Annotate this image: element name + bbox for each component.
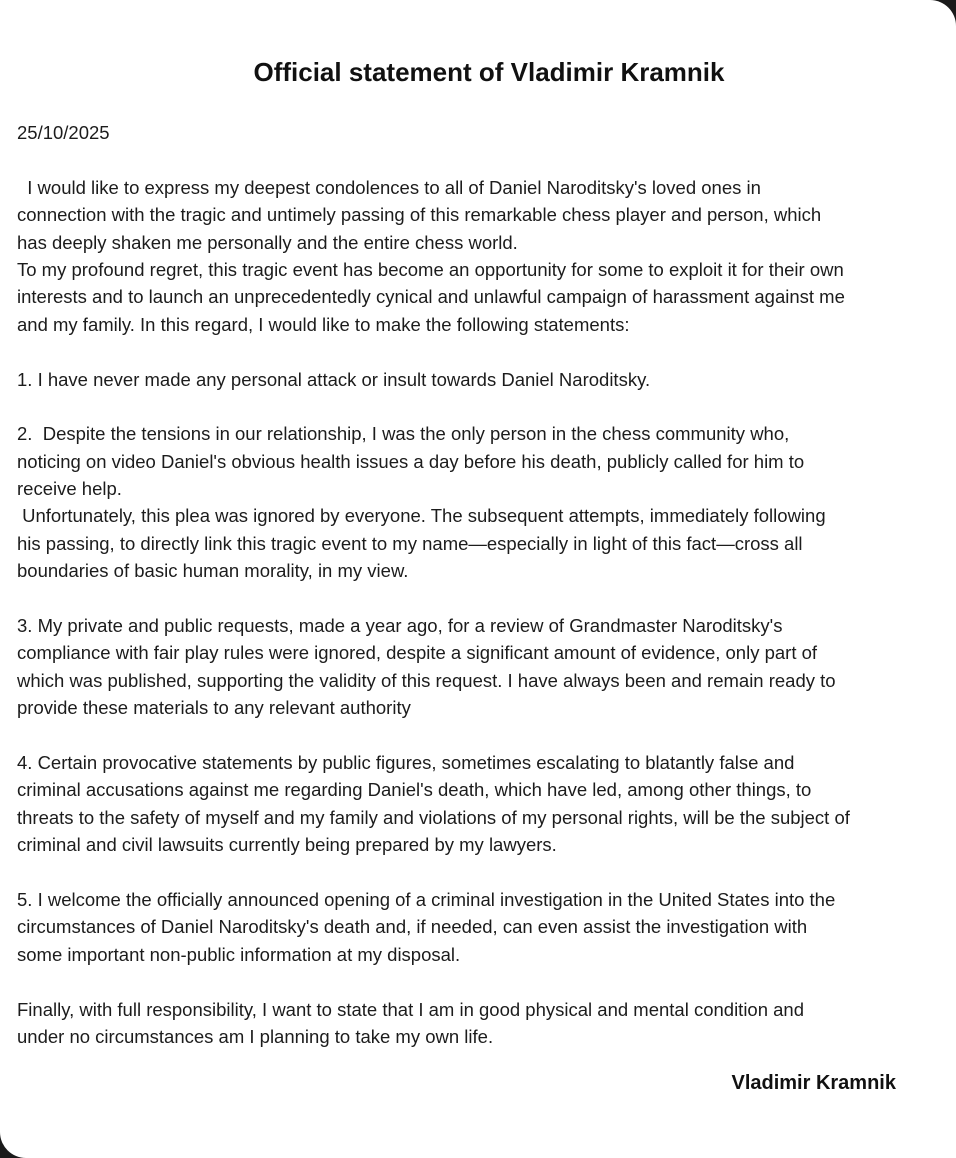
point-line: some important non-public information at my disposal.: [17, 943, 461, 965]
document-title: Official statement of Vladimir Kramnik: [253, 57, 725, 87]
closing-line: Finally, with full responsibility, I want to state that I am in good physical and mental condition and: [17, 998, 805, 1020]
point-line: noticing on video Daniel's obvious health issues a day before his death, publicly called for him to: [17, 450, 805, 472]
point-line: compliance with fair play rules were ignored, despite a significant amount of evidence, only part of: [17, 642, 818, 664]
point-line: 1. I have never made any personal attack or insult towards Daniel Naroditsky.: [17, 368, 651, 390]
closing-line: under no circumstances am I planning to take my own life.: [17, 1025, 494, 1047]
point-line: Unfortunately, this plea was ignored by everyone. The subsequent attempts, immediately following: [17, 505, 826, 527]
statement-point-3: [17, 612, 947, 722]
intro-line: has deeply shaken me personally and the entire chess world.: [17, 231, 518, 253]
point-line: criminal and civil lawsuits currently being prepared by my lawyers.: [17, 834, 557, 856]
intro-line: To my profound regret, this tragic event has become an opportunity for some to exploit it for their own: [17, 258, 844, 280]
intro-paragraph: [17, 174, 947, 338]
point-line: 4. Certain provocative statements by public figures, sometimes escalating to blatantly false and: [17, 751, 795, 773]
point-line: 2. Despite the tensions in our relationship, I was the only person in the chess community who,: [17, 423, 790, 445]
statement-point-5: [17, 886, 947, 968]
point-line: criminal accusations against me regarding Daniel's death, which have led, among other things, to: [17, 779, 812, 801]
point-line: threats to the safety of myself and my family and violations of my personal rights, will be the subject of: [17, 806, 850, 828]
statement-point-4: [17, 749, 947, 859]
point-line: boundaries of basic human morality, in my view.: [17, 560, 409, 582]
point-line: his passing, to directly link this tragic event to my name—especially in light of this fact—cross all: [17, 532, 803, 554]
statement-date: 25/10/2025: [17, 122, 110, 143]
intro-line: I would like to express my deepest condolences to all of Daniel Naroditsky's loved ones in: [17, 176, 761, 198]
point-line: receive help.: [17, 478, 122, 500]
statement-point-1: [17, 366, 947, 393]
point-line: provide these materials to any relevant authority: [17, 697, 411, 719]
point-line: which was published, supporting the validity of this request. I have always been and remain ready to: [17, 669, 836, 691]
intro-line: interests and to launch an unprecedentedly cynical and unlawful campaign of harassment against me: [17, 286, 845, 308]
document-body: [17, 119, 947, 1050]
point-line: 5. I welcome the officially announced opening of a criminal investigation in the United States into the: [17, 888, 836, 910]
intro-line: connection with the tragic and untimely passing of this remarkable chess player and person, which: [17, 204, 822, 226]
intro-line: and my family. In this regard, I would like to make the following statements:: [17, 313, 630, 335]
point-line: circumstances of Daniel Naroditsky's death and, if needed, can even assist the investigation with: [17, 916, 808, 938]
point-line: 3. My private and public requests, made a year ago, for a review of Grandmaster Naroditsky's: [17, 615, 783, 637]
signature: Vladimir Kramnik: [731, 1072, 896, 1094]
statement-point-2: [17, 420, 947, 584]
closing-paragraph: [17, 996, 947, 1051]
